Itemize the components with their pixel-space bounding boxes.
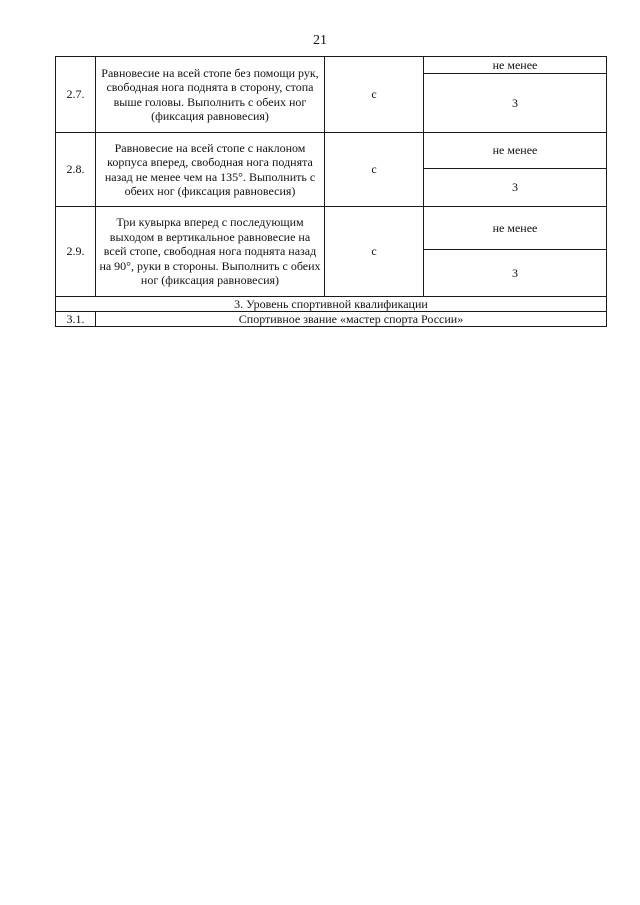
norm-label: не менее — [424, 207, 607, 250]
table-row — [56, 312, 607, 327]
page-number: 21 — [313, 33, 327, 48]
norms-table — [55, 56, 607, 327]
norm-label: не менее — [424, 133, 607, 169]
table-row — [56, 207, 607, 250]
table-row — [56, 57, 607, 74]
row-number: 3.1. — [56, 312, 96, 327]
table-row — [56, 133, 607, 169]
unit: с — [325, 207, 424, 297]
row-number: 2.9. — [56, 207, 96, 297]
unit: с — [325, 57, 424, 133]
section-header-row — [56, 297, 607, 312]
norm-label: не менее — [424, 57, 607, 74]
norm-value: 3 — [424, 169, 607, 207]
qualification-text: Спортивное звание «мастер спорта России» — [96, 312, 607, 327]
test-name: Три кувырка вперед с последующим выходом в вертикальное равновесие на всей стопе, свободная нога поднята назад на 90°, руки в стороны. Выполнить с обеих ног (фиксация равновесия) — [96, 207, 325, 297]
test-name: Равновесие на всей стопе без помощи рук, свободная нога поднята в сторону, стопа выше головы. Выполнить с обеих ног (фиксация равновесия) — [96, 57, 325, 133]
norm-value: 3 — [424, 74, 607, 133]
section-title: 3. Уровень спортивной квалификации — [56, 297, 607, 312]
row-number: 2.8. — [56, 133, 96, 207]
test-name: Равновесие на всей стопе с наклоном корпуса вперед, свободная нога поднята назад не менее чем на 135°. Выполнить с обеих ног (фиксация равновесия) — [96, 133, 325, 207]
unit: с — [325, 133, 424, 207]
norm-value: 3 — [424, 250, 607, 297]
row-number: 2.7. — [56, 57, 96, 133]
